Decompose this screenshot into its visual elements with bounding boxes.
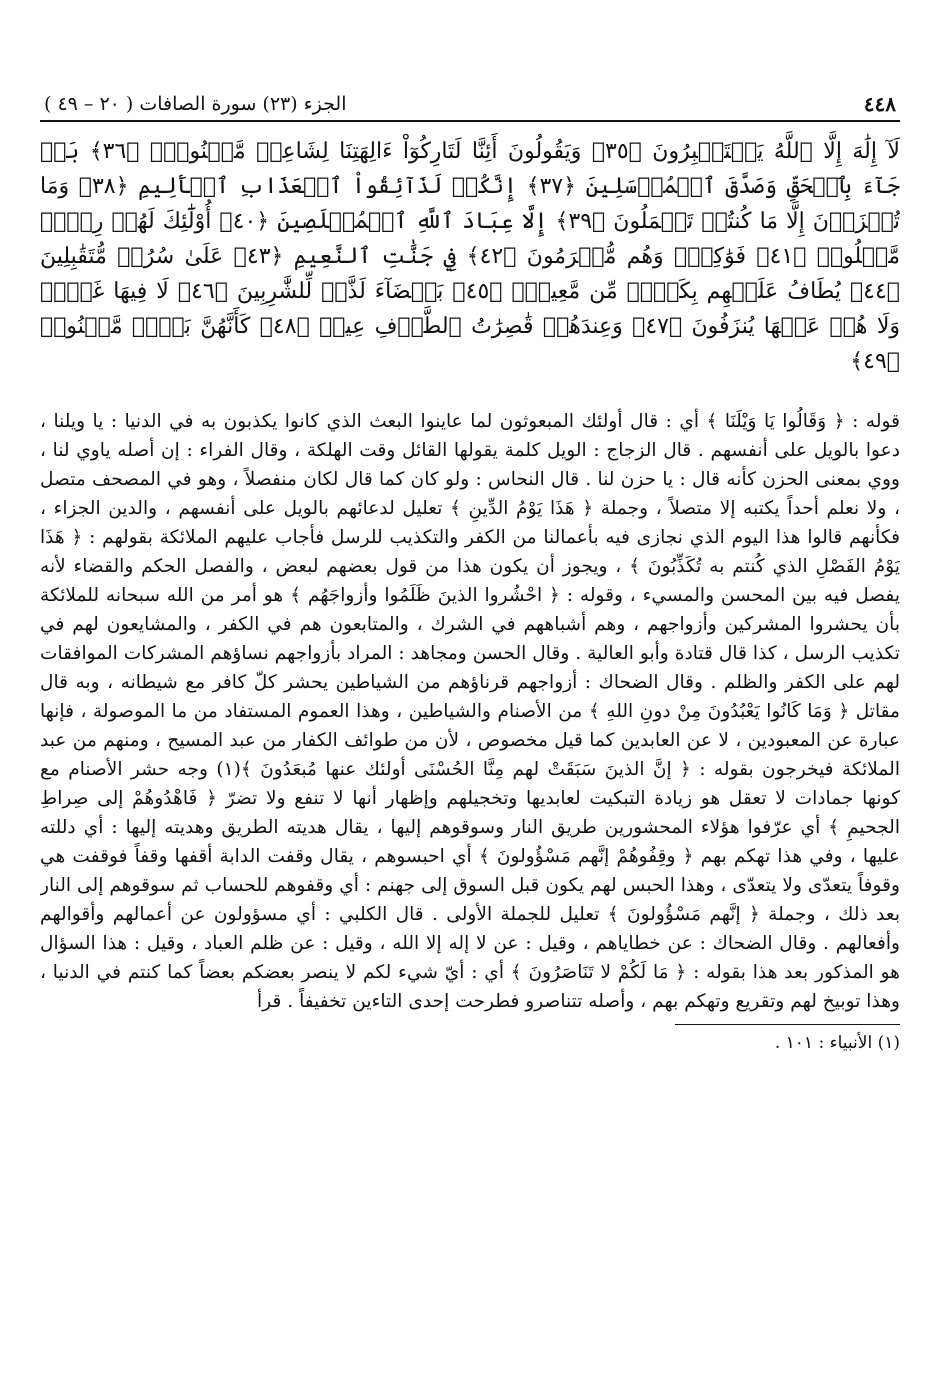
commentary: [40, 407, 900, 1016]
footnote-divider: [675, 1024, 900, 1025]
page-number: ٤٤٨: [863, 92, 896, 116]
quran-verses: لَآ إِلَٰهَ إِلَّا ٱللَّهُ يَسۡتَكۡبِرُونَ ﴿٣٥﴾ وَيَقُولُونَ أَئِنَّا لَتَارِكُوٓاْ ءَالِهَتِنَا لِشَاعِرٖ مَّجۡنُونِۭ ﴿٣٦﴾ بَلۡ جَآءَ بِٱلۡحَقِّ وَصَدَّقَ ٱلۡمُرۡسَلِينَ ﴿٣٧﴾ إِنَّكُمۡ لَذَآئِقُواْ ٱلۡعَذَابِ ٱلۡأَلِيمِ ﴿٣٨﴾ وَمَا تُجۡزَوۡنَ إِلَّا مَا كُنتُمۡ تَعۡمَلُونَ ﴿٣٩﴾ إِلَّا عِبَادَ ٱللَّهِ ٱلۡمُخۡلَصِينَ ﴿٤٠﴾ أُوْلَٰٓئِكَ لَهُمۡ رِزۡقٞ مَّعۡلُومٞ ﴿٤١﴾ فَوَٰكِهُۖ وَهُم مُّكۡرَمُونَ ﴿٤٢﴾ فِي جَنَّٰتِ ٱلنَّعِيمِ ﴿٤٣﴾ عَلَىٰ سُرُرٖ مُّتَقَٰبِلِينَ ﴿٤٤﴾ يُطَافُ عَلَيۡهِم بِكَأۡسٖ مِّن مَّعِينِۭ ﴿٤٥﴾ بَيۡضَآءَ لَذَّةٖ لِّلشَّٰرِبِينَ ﴿٤٦﴾ لَا فِيهَا غَوۡلٞ وَلَا هُمۡ عَنۡهَا يُنزَفُونَ ﴿٤٧﴾ وَعِندَهُمۡ قَٰصِرَٰتُ ٱلطَّرۡفِ عِينٞ ﴿٤٨﴾ كَأَنَّهُنَّ بَيۡضٞ مَّكۡنُونٞ ﴿٤٩﴾: [40, 139, 900, 374]
running-title: الجزء (٢٣) سورة الصافات ( ٢٠ – ٤٩ ): [44, 93, 347, 115]
page: [40, 88, 900, 1348]
footnote: (١) الأنبياء : ١٠١ .: [774, 1033, 900, 1053]
page-header: [40, 88, 900, 122]
commentary-paragraph: قوله : ﴿ وَقَالُوا يَا وَيْلَنَا ﴾ أي : قال أولئك المبعوثون لما عاينوا البعث الذي كانوا يكذبون به في الدنيا : يا ويلنا ، دعوا بالويل على أنفسهم . قال الزجاج : الويل كلمة يقولها القائل وقت الهلكة ، وقال الفراء : إن أصله ياوي لنا ، ووي بمعنى الحزن كأنه قال : يا حزن لنا . قال النحاس : ولو كان كما قال لكان منفصلاً ، وهو في المصحف متصل ، ولا نعلم أحداً يكتبه إلا متصلاً ، وجملة ﴿ هَذَا يَوْمُ الدِّينِ ﴾ تعليل لدعائهم بالويل على أنفسهم ، والدين الجزاء ، فكأنهم قالوا هذا اليوم الذي نجازى فيه بأعمالنا من الكفر والتكذيب للرسل فأجاب عليهم الملائكة بقولهم : ﴿ هَذَا يَوْمُ الفَصْلِ الذي كُنتم به تُكَذِّبُونَ ﴾ ، ويجوز أن يكون هذا من قول بعضهم لبعض ، والفصل الحكم والقضاء لأنه يفصل فيه بين المحسن والمسيء ، وقوله : ﴿ احْشُروا الذينَ ظَلَمُوا وأزواجَهُم ﴾ هو أمر من الله سبحانه للملائكة بأن يحشروا المشركين وأزواجهم ، وهم أشباههم في الشرك ، والمتابعون هم في الكفر ، والمشايعون لهم في تكذيب الرسل ، كذا قال قتادة وأبو العالية . وقال الحسن ومجاهد : المراد بأزواجهم نساؤهم المشركات الموافقات لهم على الكفر والظلم . وقال الضحاك : أزواجهم قرناؤهم من الشياطين يحشر كلّ كافر مع شيطانه ، وبه قال مقاتل ﴿ وَمَا كَانُوا يَعْبُدُونَ مِنْ دونِ اللهِ ﴾ من الأصنام والشياطين ، وهذا العموم المستفاد من ما الموصولة ، فإنها عبارة عن المعبودين ، لا عن العابدين كما قيل مخصوص ، لأن من طوائف الكفار من عبد المسيح ، ومنهم من عبد الملائكة فيخرجون بقوله : ﴿ إنَّ الذينَ سَبَقَتْ لهم مِنَّا الحُسْنَى أولئك عنها مُبعَدُونَ ﴾(١) وجه حشر الأصنام مع كونها جمادات لا تعقل هو زيادة التبكيت لعابديها وتخجيلهم وإظهار أنها لا تنفع ولا تضرّ ﴿ فَاهْدُوهُمْ إلى صِراطِ الجحيمِ ﴾ أي عرّفوا هؤلاء المحشورين طريق النار وسوقوهم إليها ، يقال هديته الطريق وهديته إليها : أي دللته عليها ، وفي هذا تهكم بهم ﴿ وقِفُوهُمْ إنَّهم مَسْؤُولونَ ﴾ أي احبسوهم ، يقال وقفت الدابة أقفها وقفاً فوقفت هي وقوفاً يتعدّى ولا يتعدّى ، وهذا الحبس لهم يكون قبل السوق إلى جهنم : أي وقفوهم للحساب ثم سوقوهم إلى النار بعد ذلك ، وجملة ﴿ إنَّهم مَسْؤُولونَ ﴾ تعليل للجملة الأولى . قال الكلبي : أي مسؤولون عن أعمالهم وأقوالهم وأفعالهم . وقال الضحاك : عن خطاياهم ، وقيل : عن لا إله إلا الله ، وقيل : عن ظلم العباد ، وقيل : هذا السؤال هو المذكور بعد هذا بقوله : ﴿ مَا لَكُمْ لا تَنَاصَرُونَ ﴾ أي : أيّ شيء لكم لا ينصر بعضكم بعضاً كما كنتم في الدنيا ، وهذا توبيخ لهم وتقريع وتهكم بهم ، وأصله تتناصرو فطرحت إحدى التاءين تخفيفاً . قرأ: [40, 411, 900, 1012]
